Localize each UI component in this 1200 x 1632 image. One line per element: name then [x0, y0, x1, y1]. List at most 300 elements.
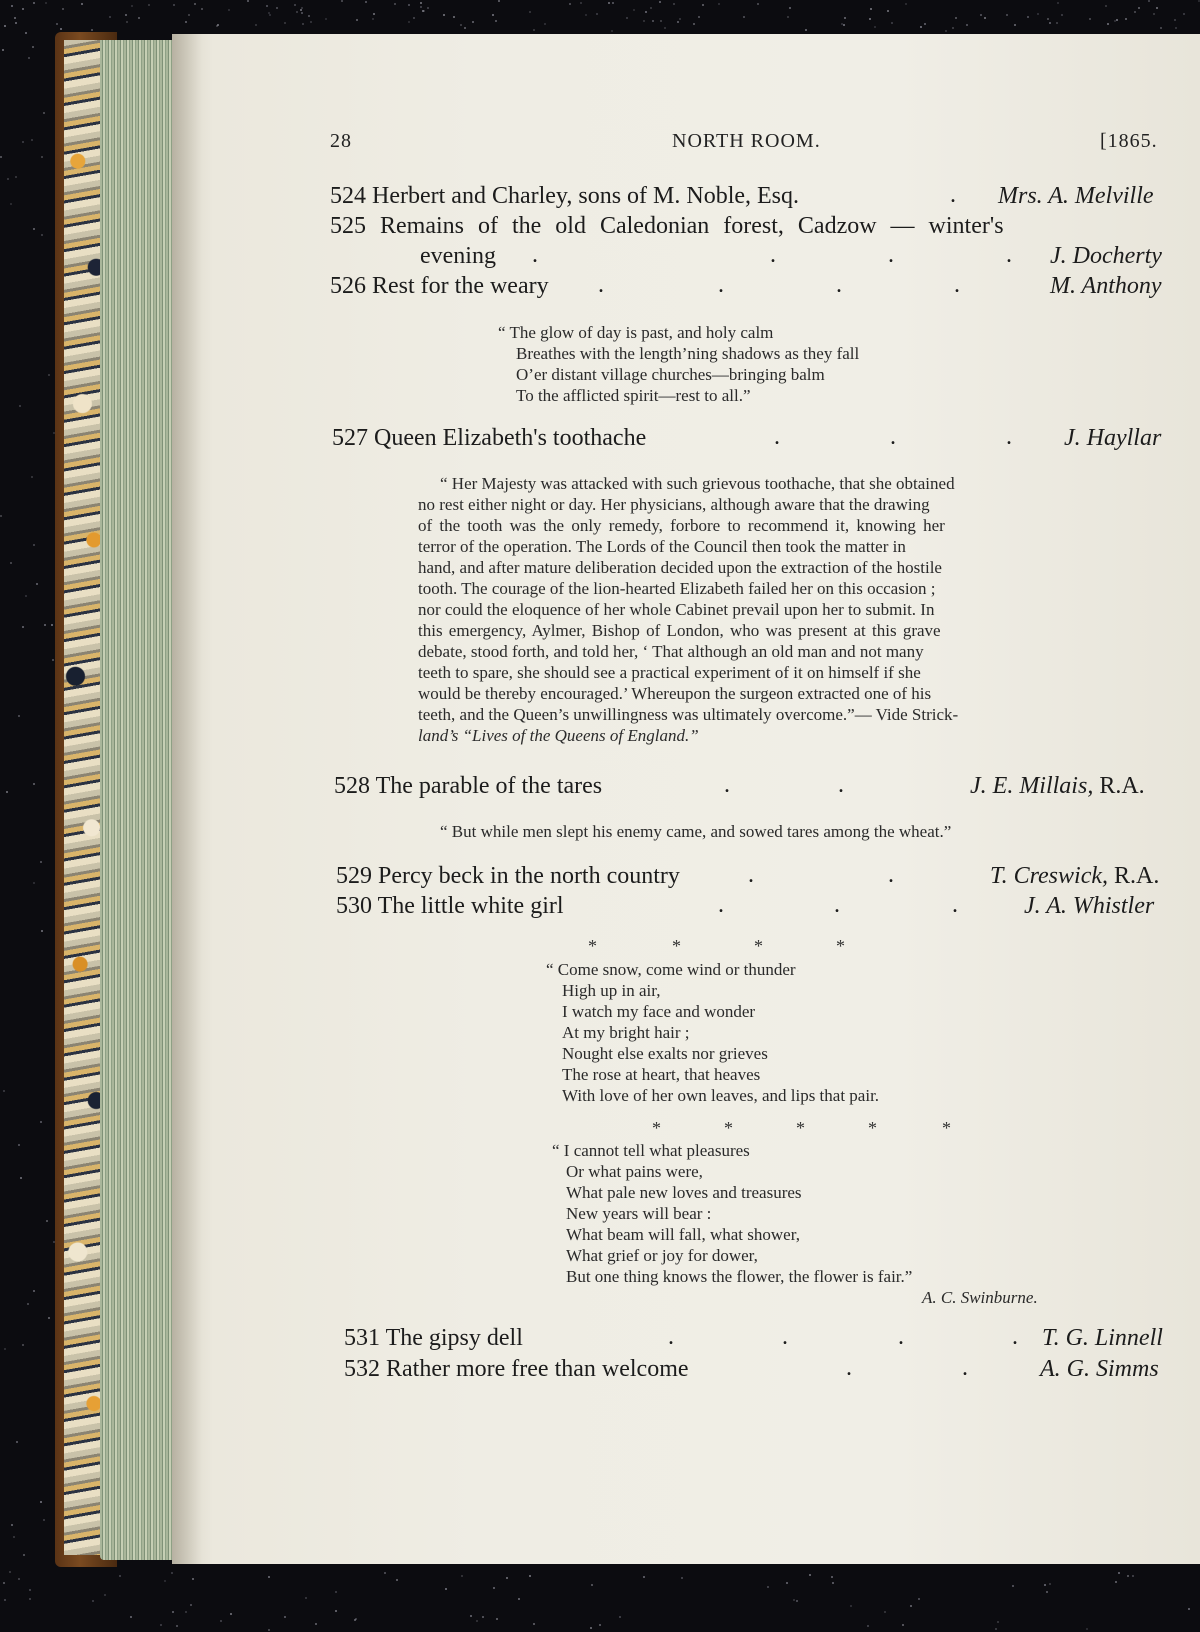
- background-speck: [31, 476, 33, 478]
- entry-title: Remains of the old Caledonian forest, Cadzow — winter's: [380, 213, 1004, 239]
- background-speck: [1188, 1608, 1190, 1610]
- background-speck: [131, 5, 133, 7]
- background-speck: [44, 624, 46, 626]
- leader-dot: .: [888, 242, 894, 268]
- background-speck: [394, 3, 396, 5]
- background-speck: [460, 24, 462, 26]
- background-speck: [16, 1441, 18, 1443]
- background-speck: [28, 57, 30, 59]
- background-speck: [1056, 22, 1058, 24]
- leader-dot: .: [782, 1324, 788, 1350]
- background-speck: [36, 583, 38, 585]
- poem-author: A. C. Swinburne.: [922, 1288, 1038, 1307]
- background-speck: [580, 2, 582, 4]
- background-speck: [13, 1536, 15, 1538]
- background-speck: [173, 4, 175, 6]
- background-speck: [884, 1611, 886, 1613]
- leader-dot: .: [890, 424, 896, 450]
- background-speck: [335, 1591, 337, 1593]
- background-speck: [874, 26, 876, 28]
- background-speck: [130, 1616, 132, 1618]
- artist-suffix: R.A.: [1114, 863, 1160, 889]
- background-speck: [325, 18, 327, 20]
- poem-line: What grief or joy for dower,: [566, 1246, 758, 1265]
- background-speck: [247, 0, 249, 2]
- background-speck: [29, 1589, 31, 1591]
- background-speck: [470, 1615, 472, 1617]
- background-speck: [1115, 1581, 1117, 1583]
- background-speck: [15, 22, 17, 24]
- background-speck: [220, 1620, 222, 1622]
- entry-530: [336, 892, 564, 920]
- leader-dot: .: [1006, 424, 1012, 450]
- asterism: *: [724, 1118, 733, 1138]
- entry-number: 532: [344, 1356, 380, 1382]
- background-speck: [190, 1604, 192, 1606]
- entry-title: The little white girl: [377, 893, 564, 919]
- background-speck: [56, 23, 58, 25]
- background-speck: [652, 20, 654, 22]
- quote-line: tooth. The courage of the lion-hearted Elizabeth failed her on this occasion ;: [418, 579, 936, 598]
- quote-line-citation: [418, 726, 699, 747]
- background-speck: [33, 228, 35, 230]
- background-speck: [591, 1584, 593, 1586]
- entry-525: [330, 212, 1004, 240]
- background-speck: [230, 1613, 232, 1615]
- leader-dot: .: [1012, 1324, 1018, 1350]
- poem-line: What pale new loves and treasures: [566, 1183, 802, 1202]
- background-speck: [608, 2, 610, 4]
- background-speck: [294, 4, 296, 6]
- asterism: *: [652, 1118, 661, 1138]
- quote-line: this emergency, Aylmer, Bishop of London, who was present at this grave: [418, 621, 941, 640]
- background-speck: [1174, 19, 1176, 21]
- background-speck: [679, 18, 681, 20]
- background-speck: [633, 9, 635, 11]
- background-speck: [60, 28, 62, 30]
- background-speck: [952, 27, 954, 29]
- background-speck: [789, 7, 791, 9]
- background-speck: [1153, 13, 1155, 15]
- background-speck: [268, 1576, 270, 1578]
- background-speck: [902, 1624, 904, 1626]
- poem-line: I watch my face and wonder: [562, 1002, 756, 1021]
- background-speck: [10, 562, 12, 564]
- background-speck: [255, 24, 257, 26]
- entry-524: [330, 182, 799, 210]
- background-speck: [40, 861, 42, 863]
- background-speck: [1125, 18, 1127, 20]
- poem-line: Or what pains were,: [566, 1162, 703, 1181]
- background-speck: [335, 1610, 337, 1612]
- background-speck: [228, 9, 230, 11]
- leader-dot: .: [532, 242, 538, 268]
- background-speck: [544, 23, 546, 25]
- background-speck: [660, 20, 662, 22]
- quote-line: of the tooth was the only remedy, forbore to recommend it, knowing her: [418, 516, 945, 535]
- background-speck: [698, 16, 700, 18]
- background-speck: [650, 7, 652, 9]
- background-speck: [1049, 1583, 1051, 1585]
- page-number: 28: [330, 130, 352, 152]
- background-speck: [305, 1597, 307, 1599]
- background-speck: [612, 2, 614, 4]
- background-speck: [787, 16, 789, 18]
- quote-line: “ The glow of day is past, and holy calm: [498, 323, 774, 342]
- background-speck: [843, 24, 845, 26]
- background-speck: [677, 21, 679, 23]
- background-speck: [693, 23, 695, 25]
- background-speck: [4, 25, 6, 27]
- quote-line: Breathes with the length’ning shadows as they fall: [516, 344, 860, 363]
- background-speck: [1148, 0, 1150, 2]
- quote-line: no rest either night or day. Her physicians, although aware that the drawing: [418, 495, 930, 514]
- entry-number: 525: [330, 213, 366, 239]
- running-head: NORTH ROOM.: [672, 130, 821, 152]
- entry-529: [336, 862, 680, 890]
- asterism: *: [754, 936, 763, 956]
- background-speck: [413, 17, 415, 19]
- background-speck: [10, 203, 12, 205]
- entry-artist: [970, 772, 1145, 800]
- quote-citation-title: “Lives of the Queens of England.”: [462, 726, 699, 745]
- background-speck: [420, 6, 422, 8]
- background-speck: [0, 156, 2, 158]
- background-speck: [585, 14, 587, 16]
- background-speck: [46, 1220, 48, 1222]
- leader-dot: .: [950, 182, 956, 208]
- background-speck: [33, 544, 35, 546]
- background-speck: [995, 1628, 997, 1630]
- entry-artist: T. G. Linnell: [1042, 1325, 1163, 1351]
- background-speck: [301, 12, 303, 14]
- background-speck: [308, 15, 310, 17]
- background-speck: [997, 1621, 999, 1623]
- background-speck: [188, 14, 190, 16]
- background-speck: [81, 3, 83, 5]
- entry-artist: Mrs. A. Melville: [998, 183, 1154, 209]
- background-speck: [1160, 27, 1162, 29]
- background-speck: [14, 17, 16, 19]
- background-speck: [33, 882, 35, 884]
- leader-dot: .: [774, 424, 780, 450]
- background-speck: [1012, 1585, 1014, 1587]
- background-speck: [396, 1579, 398, 1581]
- background-speck: [185, 21, 187, 23]
- background-speck: [22, 141, 24, 143]
- background-speck: [809, 1574, 811, 1576]
- background-speck: [529, 1575, 531, 1577]
- background-speck: [1175, 27, 1177, 29]
- background-speck: [495, 20, 497, 22]
- background-speck: [171, 1572, 173, 1574]
- poem-line: But one thing knows the flower, the flower is fair.”: [566, 1267, 913, 1286]
- background-speck: [9, 1571, 11, 1573]
- quote-line: teeth, and the Queen’s unwillingness was ultimately overcome.”— Vide Strick-: [418, 705, 959, 724]
- leader-dot: .: [954, 272, 960, 298]
- background-speck: [453, 16, 455, 18]
- background-speck: [664, 27, 666, 29]
- background-speck: [408, 21, 410, 23]
- entry-title: Percy beck in the north country: [378, 863, 680, 889]
- poem-line: At my bright hair ;: [562, 1023, 690, 1042]
- background-speck: [1049, 22, 1051, 24]
- artist-suffix: R.A.: [1099, 773, 1145, 799]
- quote-line: hand, and after mature deliberation decided upon the extraction of the hostile: [418, 558, 942, 577]
- entry-title: Rest for the weary: [372, 273, 549, 299]
- background-speck: [673, 3, 675, 5]
- background-speck: [493, 1587, 495, 1589]
- background-speck: [185, 1611, 187, 1613]
- background-speck: [25, 595, 27, 597]
- entry-527: [332, 424, 646, 452]
- leader-dot: .: [962, 1355, 968, 1381]
- background-speck: [7, 178, 9, 180]
- background-speck: [22, 8, 24, 10]
- background-speck: [1086, 1628, 1088, 1630]
- background-speck: [643, 1576, 645, 1578]
- background-speck: [22, 1344, 24, 1346]
- entry-title: The parable of the tares: [375, 773, 603, 799]
- background-speck: [48, 374, 50, 376]
- poem-line: What beam will fall, what shower,: [566, 1225, 800, 1244]
- background-speck: [702, 4, 704, 6]
- background-speck: [43, 1519, 45, 1521]
- background-speck: [356, 19, 358, 21]
- background-speck: [1044, 1584, 1046, 1586]
- background-speck: [793, 1599, 795, 1601]
- background-speck: [62, 8, 64, 10]
- leader-dot: .: [834, 892, 840, 918]
- background-speck: [1006, 14, 1008, 16]
- background-speck: [92, 1600, 94, 1602]
- poem-line: Nought else exalts nor grieves: [562, 1044, 768, 1063]
- background-speck: [1116, 19, 1118, 21]
- entry-title: Herbert and Charley, sons of M. Noble, Esq.: [372, 183, 800, 209]
- background-speck: [1132, 1575, 1134, 1577]
- asterism: *: [672, 936, 681, 956]
- background-speck: [138, 17, 140, 19]
- background-speck: [384, 1572, 386, 1574]
- background-speck: [966, 24, 968, 26]
- leader-dot: .: [718, 892, 724, 918]
- entry-531: [344, 1324, 523, 1352]
- background-speck: [296, 11, 298, 13]
- entry-artist: M. Anthony: [1050, 273, 1162, 299]
- leader-dot: .: [668, 1324, 674, 1350]
- background-speck: [41, 156, 43, 158]
- background-speck: [980, 14, 982, 16]
- background-speck: [11, 1524, 13, 1526]
- background-speck: [1105, 5, 1107, 7]
- background-speck: [506, 1577, 508, 1579]
- background-speck: [850, 1605, 852, 1607]
- leader-dot: .: [770, 242, 776, 268]
- background-speck: [164, 1580, 166, 1582]
- quote-line: “ Her Majesty was attacked with such grievous toothache, that she obtained: [440, 474, 955, 493]
- background-speck: [476, 1620, 478, 1622]
- leader-dot: .: [952, 892, 958, 918]
- leader-dot: .: [898, 1324, 904, 1350]
- background-speck: [33, 2, 35, 4]
- background-speck: [2, 49, 4, 51]
- entry-artist: J. Docherty: [1050, 243, 1162, 269]
- entry-title: Queen Elizabeth's toothache: [374, 425, 647, 451]
- background-speck: [496, 1618, 498, 1620]
- background-speck: [20, 1177, 22, 1179]
- background-speck: [910, 1605, 912, 1607]
- background-speck: [464, 27, 466, 29]
- background-speck: [1089, 18, 1091, 20]
- background-speck: [870, 8, 872, 10]
- background-speck: [891, 22, 893, 24]
- background-speck: [1057, 2, 1059, 4]
- background-speck: [148, 4, 150, 6]
- background-speck: [15, 176, 17, 178]
- background-speck: [3, 1090, 5, 1092]
- quote-line: To the afflicted spirit—rest to all.”: [516, 386, 751, 405]
- asterism: *: [796, 1118, 805, 1138]
- poem-line: High up in air,: [562, 981, 661, 1000]
- background-speck: [1183, 13, 1185, 15]
- background-speck: [619, 1616, 621, 1618]
- background-speck: [1046, 1591, 1048, 1593]
- quote-line: would be thereby encouraged.’ Whereupon the surgeon extracted one of his: [418, 684, 932, 703]
- entry-artist: A. G. Simms: [1040, 1356, 1159, 1382]
- background-speck: [681, 1577, 683, 1579]
- background-speck: [590, 1627, 592, 1629]
- background-speck: [18, 1578, 20, 1580]
- background-speck: [51, 624, 53, 626]
- background-speck: [355, 1618, 357, 1620]
- background-speck: [266, 5, 268, 7]
- background-speck: [268, 1629, 270, 1631]
- background-speck: [91, 29, 93, 31]
- background-speck: [276, 7, 278, 9]
- entry-532: [344, 1355, 689, 1383]
- background-speck: [176, 1625, 178, 1627]
- background-speck: [420, 2, 422, 4]
- background-speck: [533, 1623, 535, 1625]
- leader-dot: .: [846, 1355, 852, 1381]
- background-speck: [461, 1575, 463, 1577]
- background-speck: [1061, 14, 1063, 16]
- background-speck: [31, 139, 33, 141]
- entry-number: 530: [336, 893, 372, 919]
- background-speck: [482, 1616, 484, 1618]
- entry-title-continuation: evening: [420, 243, 496, 269]
- quote-line: terror of the operation. The Lords of the Council then took the matter in: [418, 537, 906, 556]
- background-speck: [1027, 16, 1029, 18]
- background-speck: [373, 13, 375, 15]
- leader-dot: .: [888, 862, 894, 888]
- background-speck: [160, 1624, 162, 1626]
- entry-528: [334, 772, 602, 800]
- background-speck: [718, 3, 720, 5]
- background-speck: [27, 1303, 29, 1305]
- background-speck: [40, 1501, 42, 1503]
- leader-dot: .: [724, 772, 730, 798]
- background-speck: [599, 1624, 601, 1626]
- background-speck: [423, 10, 425, 12]
- quote-line: O’er distant village churches—bringing balm: [516, 365, 825, 384]
- page-gutter-shadow: [172, 34, 202, 1564]
- background-speck: [1118, 1572, 1120, 1574]
- background-speck: [1156, 7, 1158, 9]
- background-speck: [41, 234, 43, 236]
- background-speck: [887, 10, 889, 12]
- quote-line: “ But while men slept his enemy came, and sowed tares among the wheat.”: [440, 822, 952, 841]
- background-speck: [372, 18, 374, 20]
- entry-title: Rather more free than welcome: [386, 1356, 689, 1382]
- background-speck: [302, 23, 304, 25]
- background-speck: [104, 1594, 106, 1596]
- background-speck: [315, 1623, 317, 1625]
- leader-dot: .: [748, 862, 754, 888]
- background-speck: [867, 1625, 869, 1627]
- background-speck: [427, 7, 429, 9]
- background-speck: [23, 1554, 25, 1556]
- background-speck: [125, 14, 127, 16]
- background-speck: [945, 30, 947, 32]
- entry-artist: J. A. Whistler: [1024, 893, 1155, 919]
- leader-dot: .: [836, 272, 842, 298]
- background-speck: [443, 14, 445, 16]
- background-speck: [498, 0, 500, 2]
- background-speck: [192, 1578, 194, 1580]
- background-speck: [52, 659, 54, 661]
- background-speck: [22, 626, 24, 628]
- background-speck: [643, 20, 645, 22]
- background-speck: [4, 1599, 6, 1601]
- background-speck: [45, 2, 47, 4]
- asterism: *: [588, 936, 597, 956]
- background-speck: [955, 17, 957, 19]
- background-speck: [767, 1586, 769, 1588]
- quote-line: nor could the eloquence of her whole Cabinet prevail upon her to submit. In: [418, 600, 935, 619]
- leader-dot: .: [1006, 242, 1012, 268]
- background-speck: [611, 30, 613, 32]
- background-speck: [918, 1598, 920, 1600]
- background-speck: [48, 1317, 50, 1319]
- asterism: *: [836, 936, 845, 956]
- poem-line: The rose at heart, that heaves: [562, 1065, 761, 1084]
- background-speck: [310, 21, 312, 23]
- background-speck: [43, 112, 45, 114]
- background-speck: [300, 9, 302, 11]
- entry-artist: J. Hayllar: [1064, 425, 1162, 451]
- background-speck: [33, 783, 35, 785]
- background-speck: [40, 1121, 42, 1123]
- quote-line: teeth to spare, she should see a practical experiment of it on himself if she: [418, 663, 921, 682]
- entry-number: 531: [344, 1325, 380, 1351]
- background-speck: [18, 1144, 20, 1146]
- background-speck: [41, 930, 43, 932]
- background-speck: [786, 1582, 788, 1584]
- background-speck: [1037, 13, 1039, 15]
- quote-line: debate, stood forth, and told her, ‘ That although an old man and not many: [418, 642, 924, 661]
- background-speck: [831, 1576, 833, 1578]
- background-speck: [743, 16, 745, 18]
- background-speck: [569, 3, 571, 5]
- background-speck: [25, 32, 27, 34]
- background-speck: [33, 1290, 35, 1292]
- background-speck: [832, 1582, 834, 1584]
- background-speck: [533, 29, 535, 31]
- asterism: *: [942, 1118, 951, 1138]
- background-speck: [445, 1588, 447, 1590]
- background-speck: [659, 1, 661, 3]
